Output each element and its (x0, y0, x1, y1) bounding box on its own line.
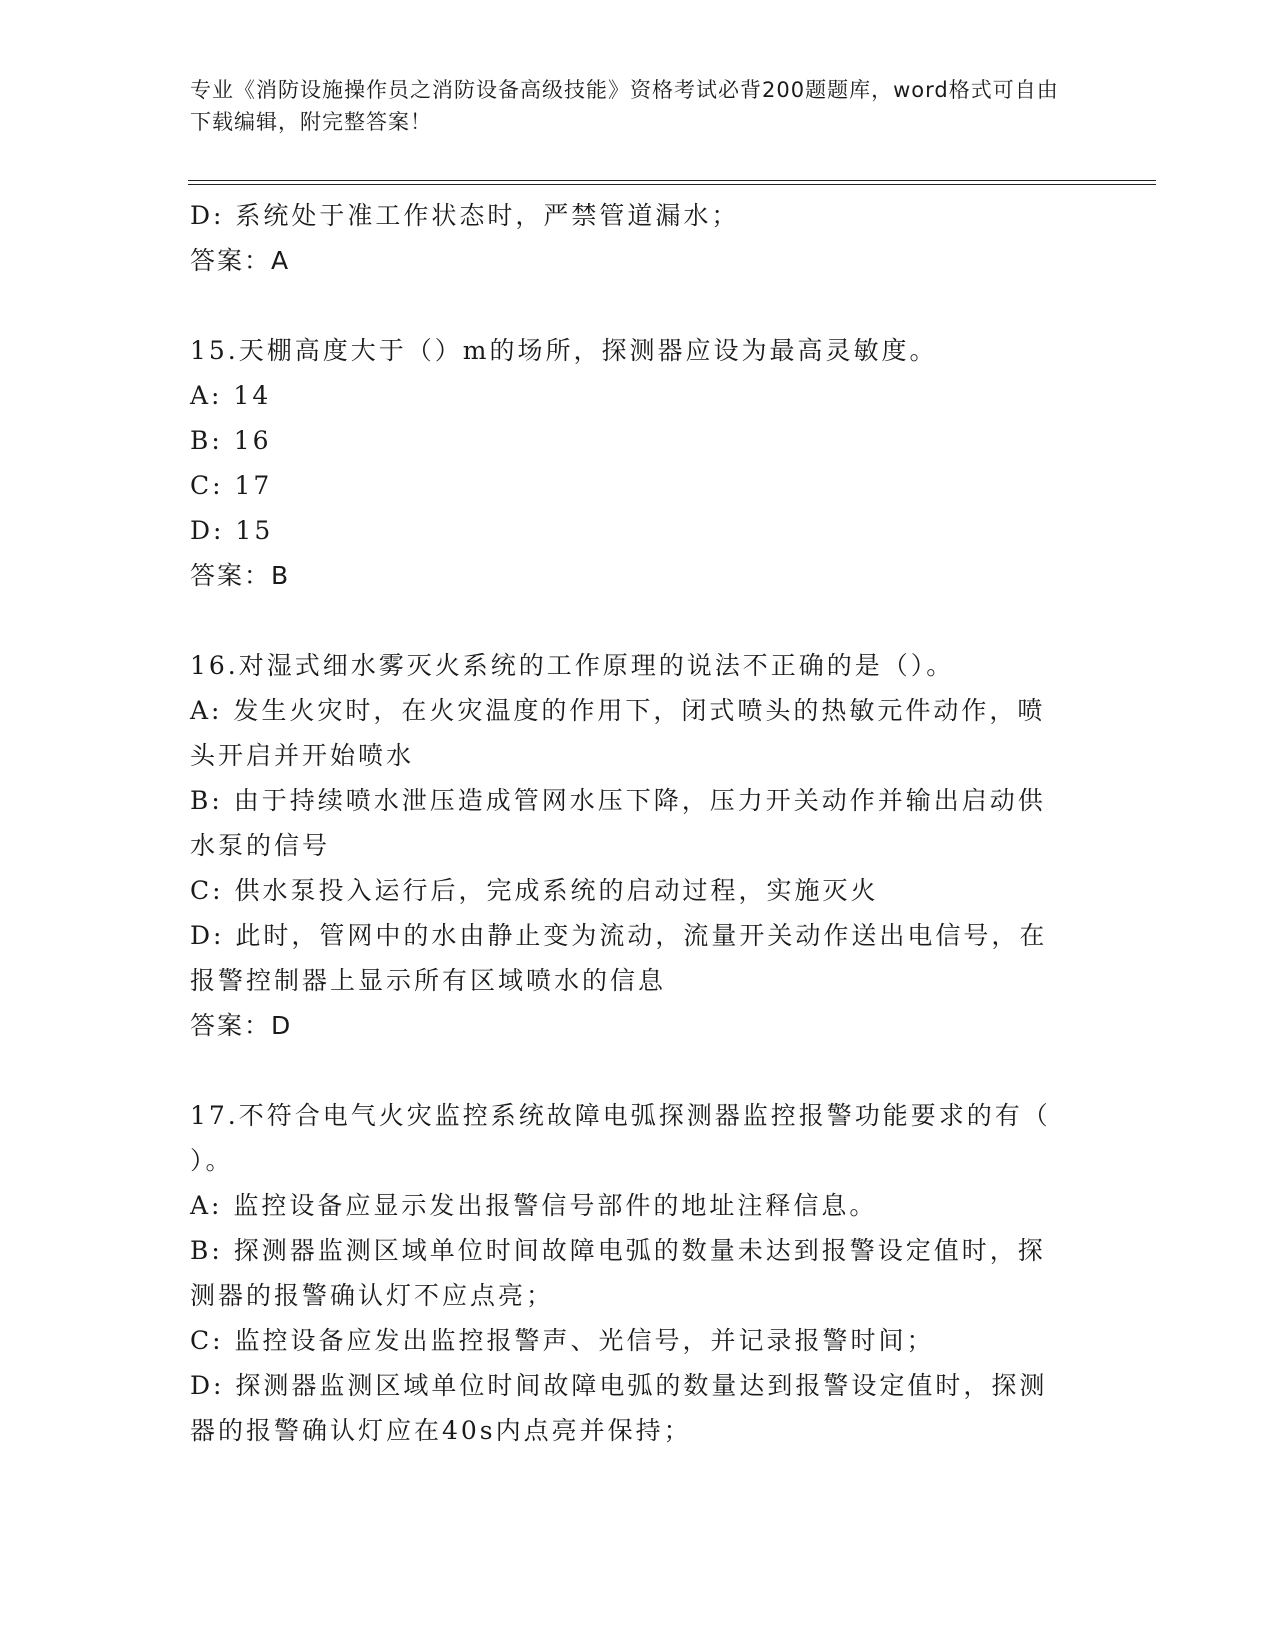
q16-option-a: A: 发生火灾时，在火灾温度的作用下，闭式喷头的热敏元件动作，喷 (190, 696, 1046, 725)
header-rule-top (188, 180, 1156, 181)
q17-option-a: A: 监控设备应显示发出报警信号部件的地址注释信息。 (190, 1191, 878, 1220)
q15-option-b: B: 16 (190, 426, 272, 455)
q16-option-d-cont: 报警控制器上显示所有区域喷水的信息 (190, 966, 667, 995)
q17-option-b: B: 探测器监测区域单位时间故障电弧的数量未达到报警设定值时，探 (190, 1236, 1046, 1265)
q15-option-a: A: 14 (190, 381, 272, 410)
prev-option-d: D: 系统处于准工作状态时，严禁管道漏水； (190, 201, 740, 230)
q16-option-b-cont: 水泵的信号 (190, 831, 331, 860)
q17-option-d: D: 探测器监测区域单位时间故障电弧的数量达到报警设定值时，探测 (190, 1371, 1048, 1400)
q15-option-c: C: 17 (190, 471, 273, 500)
q16-option-a-cont: 头开启并开始喷水 (190, 741, 415, 770)
prev-answer: 答案：A (190, 246, 291, 275)
q17-question-cont: ）。 (190, 1146, 234, 1175)
question-content (190, 193, 1080, 1453)
header-rule-bottom (188, 184, 1156, 185)
q15-question: 15.天棚高度大于（）m的场所，探测器应设为最高灵敏度。 (190, 336, 938, 365)
q16-question: 16.对湿式细水雾灭火系统的工作原理的说法不正确的是（）。 (190, 651, 955, 680)
q15-option-d: D: 15 (190, 516, 274, 545)
q16-answer: 答案：D (190, 1011, 293, 1040)
q17-question: 17.不符合电气火灾监控系统故障电弧探测器监控报警功能要求的有（ (190, 1101, 1051, 1130)
spacer (190, 598, 1080, 643)
q15-answer: 答案：B (190, 561, 291, 590)
q17-option-c: C: 监控设备应发出监控报警声、光信号，并记录报警时间； (190, 1326, 935, 1355)
spacer (190, 1048, 1080, 1093)
spacer (190, 283, 1080, 328)
q16-option-b: B: 由于持续喷水泄压造成管网水压下降，压力开关动作并输出启动供 (190, 786, 1046, 815)
q17-option-b-cont: 测器的报警确认灯不应点亮； (190, 1281, 555, 1310)
page-header: 专业《消防设施操作员之消防设备高级技能》资格考试必背200题题库，word格式可自由下载编辑，附完整答案！ (190, 78, 1059, 134)
q16-option-c: C: 供水泵投入运行后，完成系统的启动过程，实施灭火 (190, 876, 879, 905)
q17-option-d-cont: 器的报警确认灯应在40s内点亮并保持； (190, 1416, 692, 1445)
q16-option-d: D: 此时，管网中的水由静止变为流动，流量开关动作送出电信号，在 (190, 921, 1048, 950)
